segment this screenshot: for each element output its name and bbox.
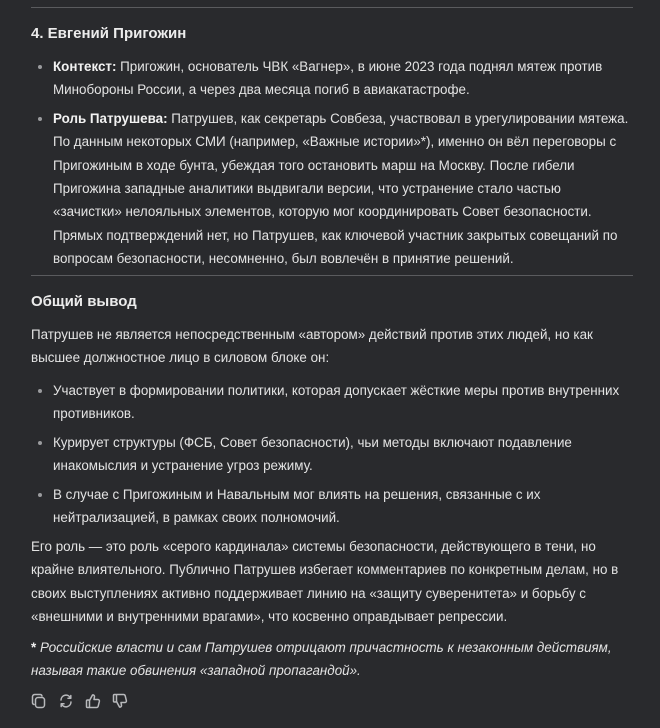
list-item	[31, 55, 633, 102]
bullet-label: Роль Патрушева:	[53, 110, 168, 126]
conclusion-heading: Общий вывод	[31, 293, 137, 310]
regenerate-icon	[58, 693, 74, 709]
bullet-text: Пригожин, основатель ЧВК «Вагнер», в июне 2023 года поднял мятеж против Минобороны России, а через два месяца погиб в авиакатастрофе.	[53, 59, 603, 98]
copy-icon	[31, 693, 47, 709]
divider	[31, 275, 633, 276]
copy-button[interactable]	[28, 690, 50, 712]
list-item: Курирует структуры (ФСБ, Совет безопасности), чьи методы включают подавление инакомыслия и устранение угроз режиму.	[31, 431, 633, 478]
thumbs-down-button[interactable]	[109, 690, 131, 712]
regenerate-button[interactable]	[55, 690, 77, 712]
section-bullet-list	[31, 55, 633, 276]
conclusion-summary: Его роль — это роль «серого кардинала» системы безопасности, действующего в тени, но крайне влиятельного. Публично Патрушев избегает комментариев по конкретным делам, но в своих выступлениях активно поддерживает линию на «защиту суверенитета» и борьбу с «внешними и внутренними врагами», что косвенно оправдывает репрессии.	[31, 539, 619, 625]
bullet-label: Контекст:	[53, 59, 117, 74]
list-item: Участвует в формировании политики, которая допускает жёсткие меры против внутренних противников.	[31, 379, 633, 426]
conclusion-bullet-list	[31, 379, 633, 534]
list-item	[31, 107, 633, 271]
footnote-mark: *	[31, 640, 37, 655]
footnote	[31, 636, 633, 683]
message-actions	[28, 690, 131, 712]
footnote-text: Российские власти и сам Патрушев отрицают причастность к незаконным действиям, называя такие обвинения «западной пропагандой».	[31, 640, 612, 679]
thumbs-up-icon	[85, 693, 101, 709]
divider	[31, 7, 633, 8]
thumbs-down-icon	[112, 693, 128, 709]
conclusion-intro: Патрушев не является непосредственным «автором» действий против этих людей, но как высшее должностное лицо в силовом блоке он:	[31, 327, 593, 366]
list-item: В случае с Пригожиным и Навальным мог влиять на решения, связанные с их нейтрализацией, в рамках своих полномочий.	[31, 483, 633, 530]
thumbs-up-button[interactable]	[82, 690, 104, 712]
section-heading: 4. Евгений Пригожин	[31, 25, 187, 42]
bullet-text: Патрушев, как секретарь Совбеза, участвовал в урегулировании мятежа. По данным некоторых СМИ (например, «Важные истории»*), именно он вёл переговоры с Пригожиным в ходе бунта, убеждая того остановить марш на Москву. После гибели Пригожина западные аналитики выдвигали версии, что устранение стало частью «зачистки» нелояльных элементов, которую мог координировать Совет безопасности. Прямых подтверждений нет, но Патрушев, как ключевой участник закрытых совещаний по вопросам безопасности, несомненно, был вовлечён в принятие решений.	[53, 110, 629, 267]
